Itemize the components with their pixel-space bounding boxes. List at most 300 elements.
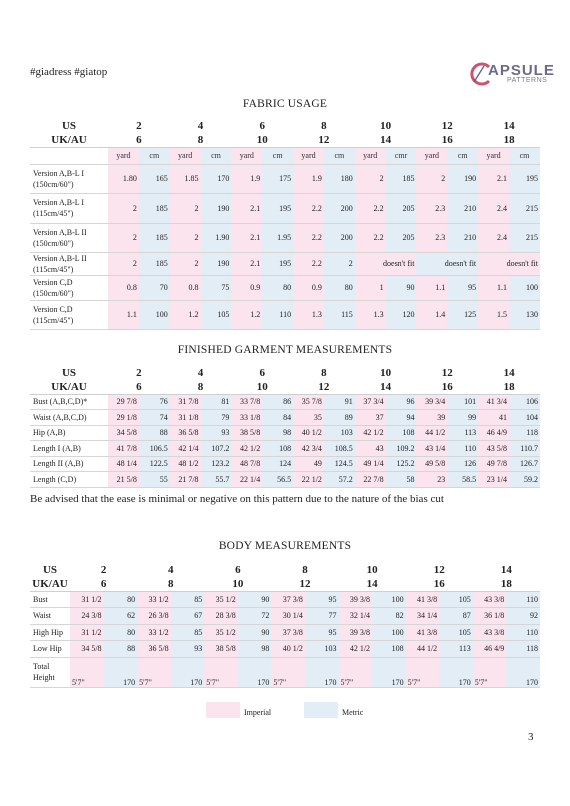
unit-cell: yard <box>355 147 386 164</box>
body-cell: 80 <box>104 624 138 641</box>
finished-cell: 99 <box>447 410 478 426</box>
us-size-14: 14 <box>503 120 515 132</box>
uk-size-6: 6 <box>108 133 170 147</box>
body-cell: 170 <box>171 657 205 687</box>
finished-cell: 43 1/4 <box>416 441 447 457</box>
fabric-cell: 0.8 <box>108 275 139 300</box>
finished-cell: 110.7 <box>509 441 540 457</box>
fabric-cell: 1.5 <box>478 300 509 329</box>
finished-cell: 33 1/8 <box>231 410 262 426</box>
finished-cell: 38 5/8 <box>231 425 262 441</box>
finished-cell: 35 <box>293 410 324 426</box>
unit-row <box>30 147 540 164</box>
finished-cell: 107.2 <box>201 441 232 457</box>
body-row-label: High Hip <box>30 624 70 641</box>
finished-cell: 42 1/4 <box>170 441 201 457</box>
uk-size-12: 12 <box>293 380 355 394</box>
fabric-cell: 1.1 <box>478 275 509 300</box>
finished-cell: 39 3/4 <box>416 394 447 410</box>
uk-size-6: 6 <box>70 577 137 591</box>
body-row <box>30 591 540 608</box>
fabric-cell: 205 <box>386 193 417 223</box>
finished-cell: 103 <box>324 425 355 441</box>
fabric-usage-table <box>30 119 540 330</box>
uk-size-10: 10 <box>231 380 293 394</box>
finished-cell: 126.7 <box>509 456 540 472</box>
uk-size-14: 14 <box>339 577 406 591</box>
finished-cell: 39 <box>416 410 447 426</box>
finished-cell: 21 7/8 <box>170 472 201 488</box>
body-cell: 88 <box>104 641 138 658</box>
fabric-cell: 170 <box>201 164 232 193</box>
fabric-cell: 1.90 <box>201 223 232 252</box>
body-cell: 5'7" <box>137 657 171 687</box>
unit-cell: yard <box>293 147 324 164</box>
finished-row-label: Length I (A,B) <box>30 441 108 457</box>
body-cell: 85 <box>171 591 205 608</box>
body-cell: 110 <box>506 591 540 608</box>
fabric-cell: 125 <box>447 300 478 329</box>
fabric-cell: 1.2 <box>231 300 262 329</box>
body-cell: 110 <box>506 624 540 641</box>
fabric-cell: 175 <box>262 164 293 193</box>
body-cell: 5'7" <box>406 657 440 687</box>
fabric-cell: 80 <box>262 275 293 300</box>
hashtags: #giadress #giatop <box>30 66 108 78</box>
body-cell: 39 3/8 <box>339 591 373 608</box>
fabric-cell: 2.1 <box>231 223 262 252</box>
finished-row <box>30 456 540 472</box>
fabric-cell: 95 <box>447 275 478 300</box>
uk-size-18: 18 <box>478 133 540 147</box>
fabric-row-version: Version C,D <box>33 304 73 314</box>
body-cell: 30 1/4 <box>271 608 305 625</box>
finished-cell: 58.5 <box>447 472 478 488</box>
unit-cell: cm <box>324 147 355 164</box>
fabric-cell: 2 <box>108 223 139 252</box>
fabric-cell: 120 <box>386 300 417 329</box>
fabric-cell: 185 <box>386 164 417 193</box>
finished-cell: 96 <box>386 394 417 410</box>
finished-cell: 37 3/4 <box>355 394 386 410</box>
body-cell: 80 <box>104 591 138 608</box>
us-size-2: 2 <box>136 120 142 132</box>
fabric-cell: 1.80 <box>108 164 139 193</box>
fabric-cell: 2 <box>170 223 201 252</box>
body-cell: 105 <box>439 624 473 641</box>
finished-cell: 59.2 <box>509 472 540 488</box>
fabric-cell: 1.9 <box>231 164 262 193</box>
uk-size-label: UK/AU <box>30 133 108 147</box>
fabric-cell: 100 <box>509 275 540 300</box>
us-size-6: 6 <box>259 367 265 379</box>
finished-cell: 48 7/8 <box>231 456 262 472</box>
finished-cell: 41 7/8 <box>108 441 139 457</box>
fabric-cell: 2.4 <box>478 223 509 252</box>
fabric-row-width: (150cm/60") <box>33 288 74 298</box>
legend-metric-label: Metric <box>342 708 364 717</box>
uk-size-14: 14 <box>355 380 417 394</box>
fabric-cell: 190 <box>201 193 232 223</box>
fabric-cell: 215 <box>509 223 540 252</box>
body-cell: 170 <box>439 657 473 687</box>
finished-cell: 123.2 <box>201 456 232 472</box>
fabric-row-label <box>30 252 108 275</box>
body-cell: 95 <box>305 591 339 608</box>
us-size-label: US <box>61 367 77 379</box>
body-row-label-line1: Total <box>33 662 50 671</box>
fabric-row-label <box>30 300 108 329</box>
fabric-usage-title: FABRIC USAGE <box>242 98 328 110</box>
uk-size-14: 14 <box>355 133 417 147</box>
body-cell: 72 <box>238 608 272 625</box>
fabric-cell: 70 <box>139 275 170 300</box>
fabric-cell: 210 <box>447 193 478 223</box>
us-size-6: 6 <box>235 564 241 576</box>
unit-cell: yard <box>108 147 139 164</box>
us-size-4: 4 <box>167 564 174 576</box>
finished-row <box>30 472 540 488</box>
body-cell: 93 <box>171 641 205 658</box>
body-cell: 46 4/9 <box>473 641 507 658</box>
finished-cell: 42 1/2 <box>231 441 262 457</box>
us-size-2: 2 <box>100 564 107 576</box>
finished-cell: 56.5 <box>262 472 293 488</box>
body-cell: 170 <box>238 657 272 687</box>
body-cell: 39 3/8 <box>339 624 373 641</box>
fabric-cell: 195 <box>262 193 293 223</box>
finished-cell: 29 1/8 <box>108 410 139 426</box>
body-cell: 33 1/2 <box>137 624 171 641</box>
finished-cell: 31 7/8 <box>170 394 201 410</box>
fabric-cell: 2 <box>324 252 355 275</box>
body-cell: 62 <box>104 608 138 625</box>
finished-cell: 110 <box>447 441 478 457</box>
fabric-row-label <box>30 275 108 300</box>
finished-cell: 23 1/4 <box>478 472 509 488</box>
uk-size-8: 8 <box>170 380 232 394</box>
fabric-cell: 200 <box>324 223 355 252</box>
fabric-cell: 190 <box>201 252 232 275</box>
uk-size-18: 18 <box>473 577 540 591</box>
fabric-cell: 190 <box>447 164 478 193</box>
finished-cell: 22 1/2 <box>293 472 324 488</box>
finished-row <box>30 441 540 457</box>
fabric-cell: 165 <box>139 164 170 193</box>
fabric-cell: 210 <box>447 223 478 252</box>
finished-row-label: Waist (A,B,C,D) <box>30 410 108 426</box>
finished-cell: 42 3/4 <box>293 441 324 457</box>
finished-cell: 55 <box>139 472 170 488</box>
fabric-row-width: (115cm/45") <box>33 264 74 274</box>
finished-row <box>30 410 540 426</box>
finished-cell: 58 <box>386 472 417 488</box>
body-row-label: Waist <box>30 608 70 625</box>
us-size-8: 8 <box>321 120 327 132</box>
finished-cell: 84 <box>262 410 293 426</box>
fabric-cell: 110 <box>262 300 293 329</box>
fabric-cell: 100 <box>139 300 170 329</box>
finished-cell: 91 <box>324 394 355 410</box>
fabric-cell: 2.2 <box>293 223 324 252</box>
fabric-row-version: Version A,B-L II <box>33 227 87 237</box>
body-cell: 34 5/8 <box>70 641 104 658</box>
legend-imperial-swatch <box>206 702 240 718</box>
uk-size-12: 12 <box>293 133 355 147</box>
logo-word: APSULE <box>488 62 555 79</box>
fabric-cell: 130 <box>509 300 540 329</box>
us-size-8: 8 <box>302 564 308 576</box>
finished-cell: 79 <box>201 410 232 426</box>
finished-cell: 34 5/8 <box>108 425 139 441</box>
uk-size-16: 16 <box>406 577 473 591</box>
body-cell: 38 5/8 <box>204 641 238 658</box>
body-cell: 95 <box>305 624 339 641</box>
uk-size-8: 8 <box>170 133 232 147</box>
fabric-cell: 0.9 <box>231 275 262 300</box>
fabric-cell: 2.3 <box>416 223 447 252</box>
body-row-label <box>30 657 70 687</box>
unit-cell: yard <box>416 147 447 164</box>
body-cell: 100 <box>372 624 406 641</box>
uk-size-12: 12 <box>271 577 338 591</box>
finished-cell: 106 <box>509 394 540 410</box>
us-size-label: US <box>42 564 58 576</box>
finished-garment-table <box>30 366 540 488</box>
fabric-cell: 195 <box>262 252 293 275</box>
finished-cell: 44 1/2 <box>416 425 447 441</box>
unit-cell: cm <box>201 147 232 164</box>
fabric-row-label <box>30 223 108 252</box>
finished-cell: 37 <box>355 410 386 426</box>
body-cell: 43 3/8 <box>473 624 507 641</box>
uk-size-16: 16 <box>416 380 478 394</box>
fabric-row <box>30 300 540 329</box>
body-cell: 105 <box>439 591 473 608</box>
fabric-cell: 205 <box>386 223 417 252</box>
body-row-label: Low Hip <box>30 641 70 658</box>
fabric-cell: 0.9 <box>293 275 324 300</box>
finished-cell: 106.5 <box>139 441 170 457</box>
page-number: 3 <box>528 731 534 743</box>
ease-note: Be advised that the ease is minimal or negative on this pattern due to the nature of the bias cut <box>30 493 444 505</box>
finished-cell: 108.5 <box>324 441 355 457</box>
finished-row-label: Bust (A,B,C,D)* <box>30 394 108 410</box>
body-cell: 82 <box>372 608 406 625</box>
finished-cell: 36 5/8 <box>170 425 201 441</box>
finished-cell: 35 7/8 <box>293 394 324 410</box>
body-cell: 118 <box>506 641 540 658</box>
finished-cell: 22 1/4 <box>231 472 262 488</box>
fabric-cell: 1.2 <box>170 300 201 329</box>
logo-subtitle: PATTERNS <box>507 77 548 84</box>
body-row <box>30 608 540 625</box>
finished-cell: 94 <box>386 410 417 426</box>
body-cell: 26 3/8 <box>137 608 171 625</box>
fabric-cell: 2.2 <box>355 193 386 223</box>
fabric-cell: 2.2 <box>293 252 324 275</box>
legend-metric-swatch <box>304 702 338 718</box>
finished-row <box>30 425 540 441</box>
body-cell: 28 3/8 <box>204 608 238 625</box>
us-size-label: US <box>61 120 77 132</box>
fabric-cell: 2 <box>108 252 139 275</box>
finished-cell: 113 <box>447 425 478 441</box>
fabric-cell: 90 <box>386 275 417 300</box>
finished-cell: 88 <box>139 425 170 441</box>
finished-cell: 49 1/4 <box>355 456 386 472</box>
finished-cell: 49 <box>293 456 324 472</box>
fabric-row <box>30 275 540 300</box>
unit-cell: cmr <box>386 147 417 164</box>
body-cell: 42 1/2 <box>339 641 373 658</box>
fabric-cell: 185 <box>139 193 170 223</box>
fabric-row-version: Version A,B-L I <box>33 198 85 207</box>
body-cell: 44 1/2 <box>406 641 440 658</box>
fabric-row-width: (150cm/60") <box>33 238 74 248</box>
finished-cell: 124.5 <box>324 456 355 472</box>
fabric-cell: 195 <box>509 164 540 193</box>
body-cell: 40 1/2 <box>271 641 305 658</box>
us-size-8: 8 <box>321 367 327 379</box>
fabric-row-label <box>30 193 108 223</box>
fabric-row <box>30 193 540 223</box>
body-cell: 98 <box>238 641 272 658</box>
fabric-cell: 1.3 <box>293 300 324 329</box>
finished-cell: 109.2 <box>386 441 417 457</box>
body-cell: 5'7" <box>339 657 373 687</box>
unit-cell: cm <box>139 147 170 164</box>
finished-cell: 76 <box>139 394 170 410</box>
us-size-row <box>30 366 540 380</box>
us-size-6: 6 <box>259 120 265 132</box>
finished-cell: 101 <box>447 394 478 410</box>
fabric-cell: 1.1 <box>108 300 139 329</box>
fabric-cell: 2.1 <box>231 193 262 223</box>
finished-cell: 49 5/8 <box>416 456 447 472</box>
fabric-cell: 185 <box>139 223 170 252</box>
body-cell: 41 3/8 <box>406 624 440 641</box>
body-cell: 43 3/8 <box>473 591 507 608</box>
fabric-row <box>30 252 540 275</box>
finished-cell: 46 4/9 <box>478 425 509 441</box>
finished-cell: 93 <box>201 425 232 441</box>
body-cell: 170 <box>372 657 406 687</box>
finished-cell: 41 <box>478 410 509 426</box>
finished-cell: 122.5 <box>139 456 170 472</box>
unit-cell: cm <box>447 147 478 164</box>
finished-cell: 57.2 <box>324 472 355 488</box>
fabric-cell: 2 <box>416 164 447 193</box>
finished-cell: 21 5/8 <box>108 472 139 488</box>
us-size-4: 4 <box>197 120 204 132</box>
finished-cell: 108 <box>262 441 293 457</box>
doesnt-fit-cell: doesn't fit <box>478 252 540 275</box>
body-cell: 24 3/8 <box>70 608 104 625</box>
us-size-14: 14 <box>500 564 512 576</box>
body-cell: 36 5/8 <box>137 641 171 658</box>
uk-size-10: 10 <box>204 577 271 591</box>
us-size-12: 12 <box>441 367 453 379</box>
body-cell: 90 <box>238 591 272 608</box>
finished-garment-title: FINISHED GARMENT MEASUREMENTS <box>177 344 393 356</box>
finished-cell: 118 <box>509 425 540 441</box>
body-row <box>30 624 540 641</box>
body-cell: 67 <box>171 608 205 625</box>
body-cell: 90 <box>238 624 272 641</box>
body-cell: 87 <box>439 608 473 625</box>
body-measurements-table <box>30 563 540 688</box>
finished-row <box>30 394 540 410</box>
body-cell: 37 3/8 <box>271 591 305 608</box>
finished-cell: 48 1/2 <box>170 456 201 472</box>
body-cell: 41 3/8 <box>406 591 440 608</box>
fabric-row <box>30 164 540 193</box>
body-cell: 35 1/2 <box>204 624 238 641</box>
uk-size-label: UK/AU <box>30 577 70 591</box>
finished-cell: 23 <box>416 472 447 488</box>
fabric-cell: 180 <box>324 164 355 193</box>
fabric-cell: 80 <box>324 275 355 300</box>
finished-row-label: Length (C,D) <box>30 472 108 488</box>
fabric-cell: 185 <box>139 252 170 275</box>
finished-cell: 55.7 <box>201 472 232 488</box>
finished-cell: 31 1/8 <box>170 410 201 426</box>
uk-size-16: 16 <box>416 133 478 147</box>
finished-cell: 86 <box>262 394 293 410</box>
finished-cell: 33 7/8 <box>231 394 262 410</box>
fabric-cell: 2.3 <box>416 193 447 223</box>
doesnt-fit-cell: doesn't fit <box>416 252 478 275</box>
us-size-2: 2 <box>136 367 142 379</box>
fabric-row-version: Version A,B-L I <box>33 168 85 178</box>
uk-size-10: 10 <box>231 133 293 147</box>
fabric-cell: 2 <box>170 193 201 223</box>
body-cell: 33 1/2 <box>137 591 171 608</box>
unit-cell: yard <box>478 147 509 164</box>
fabric-cell: 1.85 <box>170 164 201 193</box>
body-cell: 37 3/8 <box>271 624 305 641</box>
fabric-row-version: Version C,D <box>33 277 73 287</box>
us-size-10: 10 <box>366 564 378 576</box>
fabric-cell: 1.1 <box>416 275 447 300</box>
body-cell: 5'7" <box>204 657 238 687</box>
uk-size-row <box>30 133 540 147</box>
body-cell: 5'7" <box>70 657 104 687</box>
fabric-row-width: (115cm/45") <box>33 209 74 218</box>
finished-cell: 22 7/8 <box>355 472 386 488</box>
body-cell: 170 <box>305 657 339 687</box>
us-size-12: 12 <box>433 564 445 576</box>
finished-cell: 41 3/4 <box>478 394 509 410</box>
fabric-cell: 200 <box>324 193 355 223</box>
fabric-cell: 2 <box>355 164 386 193</box>
fabric-cell: 2.2 <box>293 193 324 223</box>
fabric-cell: 215 <box>509 193 540 223</box>
body-cell: 103 <box>305 641 339 658</box>
fabric-row-width: (150cm/60") <box>33 179 74 189</box>
fabric-cell: 2.1 <box>478 164 509 193</box>
body-cell: 35 1/2 <box>204 591 238 608</box>
finished-cell: 29 7/8 <box>108 394 139 410</box>
finished-cell: 48 1/4 <box>108 456 139 472</box>
unit-row-blank <box>30 147 108 164</box>
fabric-row <box>30 223 540 252</box>
fabric-cell: 1.3 <box>355 300 386 329</box>
us-size-10: 10 <box>380 120 392 132</box>
body-cell: 5'7" <box>271 657 305 687</box>
body-cell: 92 <box>506 608 540 625</box>
